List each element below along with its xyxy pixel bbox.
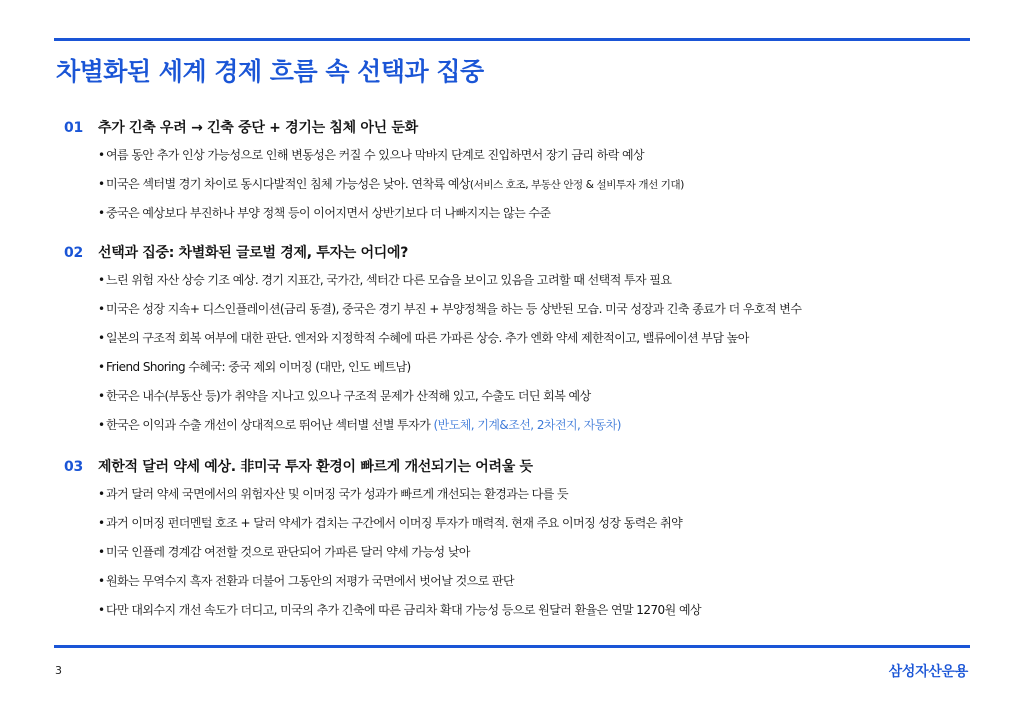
bullet-dot: •	[98, 516, 105, 530]
bullet-text: 한국은 이익과 수출 개선이 상대적으로 뛰어난 섹터별 선별 투자가	[106, 418, 434, 432]
bullet-dot: •	[98, 177, 105, 191]
bullet-dot: •	[98, 206, 105, 220]
page-number: 3	[55, 664, 62, 677]
list-item	[98, 300, 801, 317]
bullet-text: 한국은 내수(부동산 등)가 취약을 지나고 있으나 구조적 문제가 산적해 있고, 수출도 더딘 회복 예상	[106, 389, 591, 403]
bullet-text: 미국 인플레 경계감 여전할 것으로 판단되어 가파른 달러 약세 가능성 낮아	[106, 545, 470, 559]
section-heading-text: 제한적 달러 약세 예상. 非미국 투자 환경이 빠르게 개선되기는 어려울 듯	[98, 459, 533, 475]
page-title: 차별화된 세계 경제 흐름 속 선택과 집중	[56, 57, 484, 86]
section-number: 01	[64, 120, 83, 136]
list-item	[98, 543, 470, 560]
bottom-divider	[54, 645, 970, 648]
bullet-text: 다만 대외수지 개선 속도가 더디고, 미국의 추가 긴축에 따른 금리차 확대 가능성 등으로 원달러 환율은 연말 1270원 예상	[106, 603, 702, 617]
top-divider	[54, 38, 970, 41]
bullet-text: Friend Shoring 수혜국: 중국 제외 이머징 (대만, 인도 베트남)	[106, 360, 411, 374]
bullet-dot: •	[98, 273, 105, 287]
list-item	[98, 572, 514, 589]
list-item	[98, 387, 591, 404]
bullet-text: 과거 이머징 펀더멘털 호조 + 달러 약세가 겹치는 구간에서 이머징 투자가 매력적. 현재 주요 이머징 성장 동력은 취약	[106, 516, 683, 530]
bullet-dot: •	[98, 487, 105, 501]
bullet-text: 여름 동안 추가 인상 가능성으로 인해 변동성은 커질 수 있으나 막바지 단계로 진입하면서 장기 금리 하락 예상	[106, 148, 645, 162]
section-heading-01	[64, 117, 418, 137]
list-item	[98, 601, 701, 618]
highlight-sectors: (반도체, 기계&조선, 2차전지, 자동차)	[433, 418, 621, 432]
list-item	[98, 358, 411, 375]
bullet-note: (서비스 호조, 부동산 안정 & 설비투자 개선 기대)	[469, 179, 684, 191]
bullet-text: 느린 위험 자산 상승 기조 예상. 경기 지표간, 국가간, 섹터간 다른 모습을 보이고 있음을 고려할 때 선택적 투자 필요	[106, 273, 672, 287]
section-number: 03	[64, 459, 83, 475]
bullet-dot: •	[98, 389, 105, 403]
bullet-dot: •	[98, 360, 105, 374]
list-item	[98, 175, 684, 192]
list-item	[98, 146, 644, 163]
bullet-dot: •	[98, 331, 105, 345]
section-heading-text: 추가 긴축 우려 → 긴축 중단 + 경기는 침체 아닌 둔화	[98, 120, 418, 136]
bullet-text: 중국은 예상보다 부진하나 부양 정책 등이 이어지면서 상반기보다 더 나빠지지는 않는 수준	[106, 206, 551, 220]
section-heading-02	[64, 242, 408, 262]
list-item	[98, 514, 682, 531]
section-heading-03	[64, 456, 533, 476]
bullet-text: 과거 달러 약세 국면에서의 위험자산 및 이머징 국가 성과가 빠르게 개선되는 환경과는 다를 듯	[106, 487, 569, 501]
section-number: 02	[64, 245, 83, 261]
list-item	[98, 204, 550, 221]
bullet-dot: •	[98, 418, 105, 432]
bullet-dot: •	[98, 302, 105, 316]
bullet-text: 미국은 성장 지속+ 디스인플레이션(금리 동결), 중국은 경기 부진 + 부양정책을 하는 등 상반된 모습. 미국 성장과 긴축 종료가 더 우호적 변수	[106, 302, 802, 316]
bullet-text: 원화는 무역수지 흑자 전환과 더불어 그동안의 저평가 국면에서 벗어날 것으로 판단	[106, 574, 515, 588]
section-heading-text: 선택과 집중: 차별화된 글로벌 경제, 투자는 어디에?	[98, 245, 409, 261]
bullet-dot: •	[98, 603, 105, 617]
list-item	[98, 485, 568, 502]
bullet-text: 미국은 섹터별 경기 차이로 동시다발적인 침체 가능성은 낮아. 연착륙 예상	[106, 177, 470, 191]
bullet-dot: •	[98, 574, 105, 588]
brand-logo: 삼성자산운용	[888, 664, 968, 680]
bullet-text: 일본의 구조적 회복 여부에 대한 판단. 엔저와 지정학적 수혜에 따른 가파른 상승. 추가 엔화 약세 제한적이고, 밸류에이션 부담 높아	[106, 331, 749, 345]
list-item	[98, 271, 671, 288]
list-item	[98, 416, 621, 433]
bullet-dot: •	[98, 148, 105, 162]
list-item	[98, 329, 749, 346]
bullet-dot: •	[98, 545, 105, 559]
